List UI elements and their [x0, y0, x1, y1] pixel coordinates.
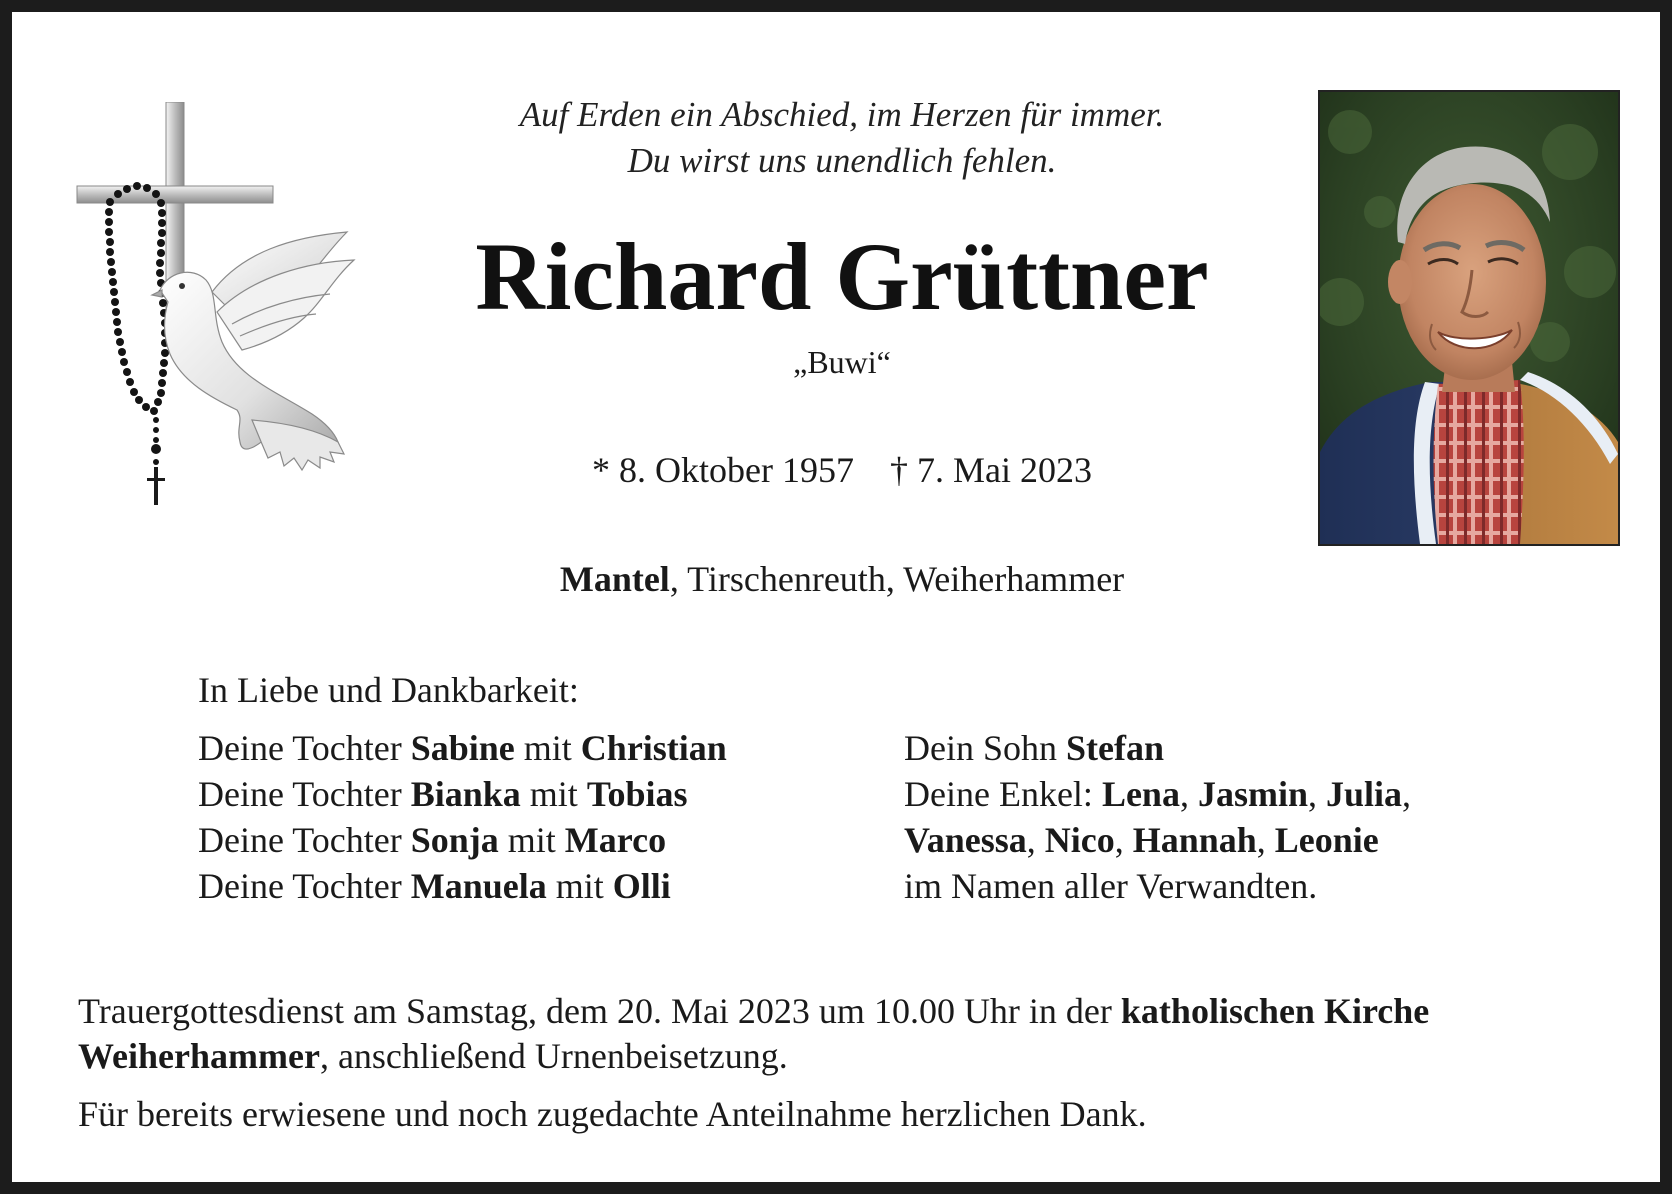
- name-text: katholischen Kirche Weiherhammer: [78, 991, 1430, 1076]
- places: [392, 557, 1292, 601]
- plain-text: ,: [1026, 820, 1045, 860]
- name-text: Marco: [564, 820, 667, 860]
- plain-text: ,: [1179, 774, 1198, 814]
- name-text: Christian: [580, 728, 727, 768]
- verse-line-2: Du wirst uns unendlich fehlen.: [627, 141, 1057, 180]
- plain-text: ,: [1114, 820, 1133, 860]
- plain-text: mit: [514, 728, 581, 768]
- name-text: Bianka: [410, 774, 521, 814]
- name-text: Stefan: [1066, 728, 1164, 768]
- verse: [392, 92, 1292, 184]
- family-line: [904, 817, 1411, 863]
- plain-text: Deine Tochter: [198, 728, 411, 768]
- plain-text: mit: [520, 774, 587, 814]
- deceased-name: Richard Grüttner: [475, 223, 1209, 330]
- name-text: Lena: [1101, 774, 1180, 814]
- family-line: [198, 725, 727, 771]
- plain-text: Trauergottesdienst am Samstag, dem 20. Mai 2023 um 10.00 Uhr in der: [78, 991, 1121, 1031]
- name-text: Jasmin: [1197, 774, 1308, 814]
- name-text: Leonie: [1274, 820, 1379, 860]
- family-line: [904, 725, 1411, 771]
- plain-text: ,: [1307, 774, 1326, 814]
- plain-text: ,: [1256, 820, 1275, 860]
- place-others: , Tirschenreuth, Weiherhammer: [669, 559, 1125, 599]
- family-left-column: [198, 725, 727, 909]
- family-line: [198, 863, 727, 909]
- name-text: Tobias: [586, 774, 688, 814]
- plain-text: mit: [546, 866, 613, 906]
- name-text: Nico: [1044, 820, 1115, 860]
- family-right-column: [904, 725, 1411, 909]
- verse-line-1: Auf Erden ein Abschied, im Herzen für immer.: [519, 95, 1165, 134]
- plain-text: Dein Sohn: [904, 728, 1066, 768]
- funeral-service-notice: [78, 989, 1638, 1079]
- name-text: Manuela: [410, 866, 547, 906]
- name-text: Julia: [1325, 774, 1403, 814]
- plain-text: im Namen aller Verwandten.: [904, 866, 1318, 906]
- portrait-photo: [1318, 90, 1620, 546]
- name-text: Olli: [612, 866, 671, 906]
- name-text: Sabine: [410, 728, 515, 768]
- life-dates: * 8. Oktober 1957 † 7. Mai 2023: [592, 450, 1092, 490]
- name-text: Hannah: [1132, 820, 1257, 860]
- plain-text: Deine Tochter: [198, 866, 411, 906]
- family-line: [198, 771, 727, 817]
- family-line: [904, 863, 1411, 909]
- family-line: [904, 771, 1411, 817]
- plain-text: , anschließend Urnenbeisetzung.: [319, 1036, 788, 1076]
- thanks-note: Für bereits erwiesene und noch zugedachte Anteilnahme herzlichen Dank.: [78, 1094, 1147, 1134]
- family-intro: In Liebe und Dankbarkeit:: [198, 670, 579, 710]
- nickname: „Buwi“: [793, 344, 891, 380]
- family-line: [198, 817, 727, 863]
- place-primary: Mantel: [559, 559, 670, 599]
- plain-text: Deine Tochter: [198, 820, 411, 860]
- plain-text: ,: [1402, 774, 1412, 814]
- plain-text: Deine Enkel:: [904, 774, 1102, 814]
- plain-text: Deine Tochter: [198, 774, 411, 814]
- name-text: Vanessa: [904, 820, 1027, 860]
- plain-text: mit: [498, 820, 565, 860]
- name-text: Sonja: [410, 820, 499, 860]
